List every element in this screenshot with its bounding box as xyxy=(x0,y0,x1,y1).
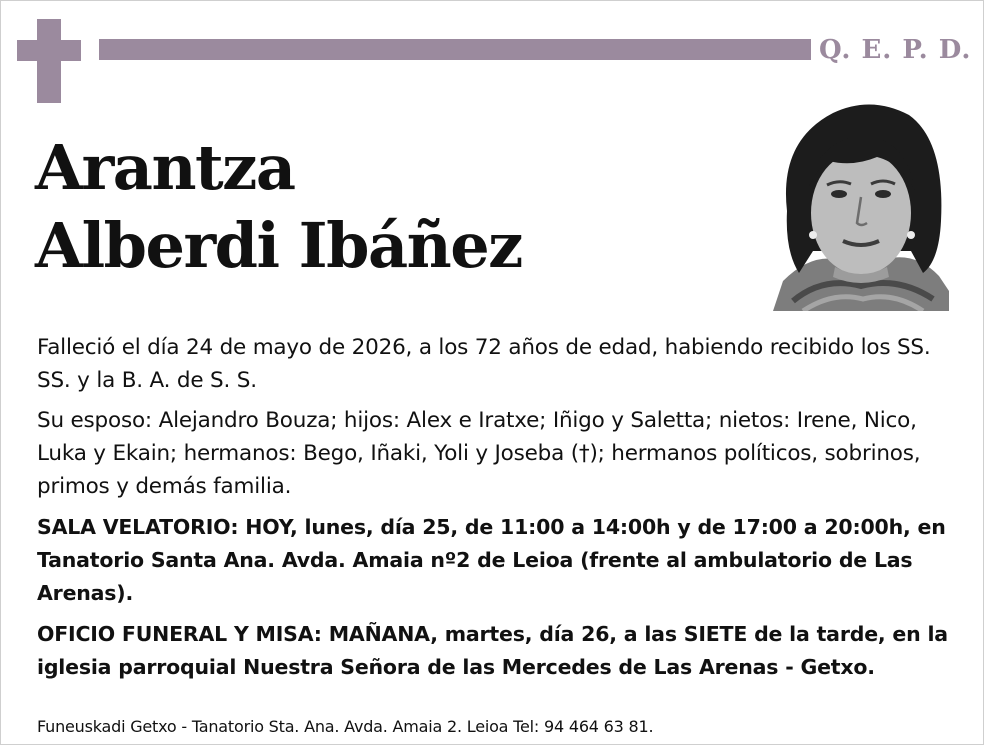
deceased-first-name: Arantza xyxy=(35,131,295,204)
deceased-name xyxy=(35,129,522,285)
funeral-home-footer: Funeuskadi Getxo - Tanatorio Sta. Ana. Avda. Amaia 2. Leioa Tel: 94 464 63 81. xyxy=(37,717,654,736)
wake-paragraph: SALA VELATORIO: HOY, lunes, día 25, de 11:00 a 14:00h y de 17:00 a 20:00h, en Tanatorio Santa Ana. Avda. Amaia nº2 de Leioa (frente al ambulatorio de Las Arenas). xyxy=(37,515,946,605)
death-notice-paragraph: Falleció el día 24 de mayo de 2026, a los 72 años de edad, habiendo recibido los SS. SS. y la B. A. de S. S. xyxy=(37,335,931,393)
header-divider-bar xyxy=(99,39,811,60)
qepd-label: Q. E. P. D. xyxy=(819,35,972,65)
deceased-surnames: Alberdi Ibáñez xyxy=(35,209,522,282)
portrait-photo xyxy=(773,101,949,311)
funeral-paragraph: OFICIO FUNERAL Y MISA: MAÑANA, martes, día 26, a las SIETE de la tarde, en la iglesia parroquial Nuestra Señora de las Mercedes de Las Arenas - Getxo. xyxy=(37,622,948,679)
cross-icon xyxy=(17,19,81,103)
family-paragraph: Su esposo: Alejandro Bouza; hijos: Alex e Iratxe; Iñigo y Saletta; nietos: Irene, Nico, Luka y Ekain; hermanos: Bego, Iñaki, Yoli y Joseba (†); hermanos políticos, sobrinos, primos y demás familia. xyxy=(37,408,921,499)
